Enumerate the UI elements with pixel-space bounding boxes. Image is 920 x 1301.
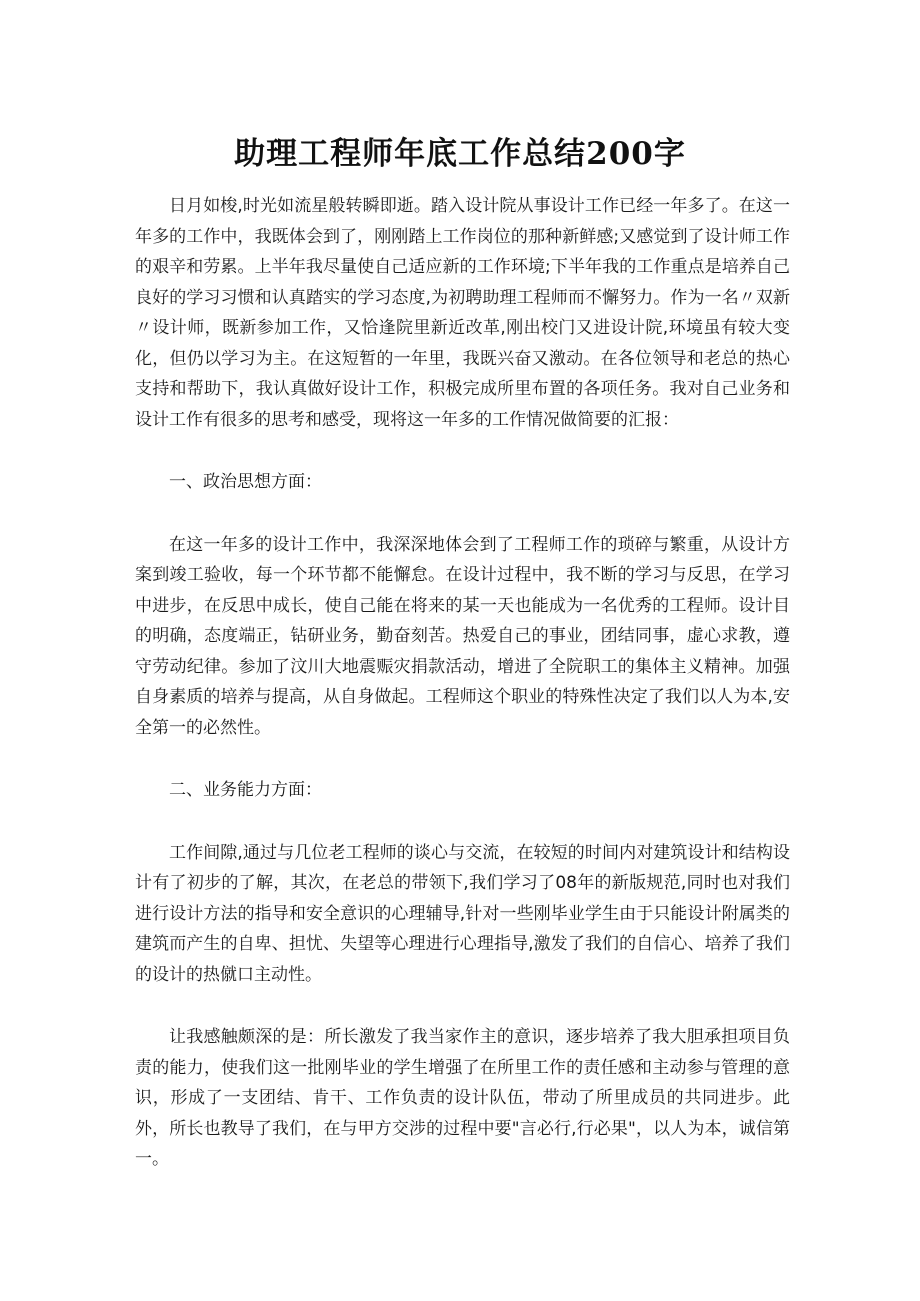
section-body-business-2: 让我感触颇深的是：所长激发了我当家作主的意识，逐步培养了我大胆承担项目负责的能力，使我们这一批刚毕业的学生增强了在所里工作的责任感和主动参与管理的意识，形成了一支团结、肯干、工作负责的设计队伍，带动了所里成员的共同进步。此外，所长也教导了我们，在与甲方交涉的过程中要"言必行,行必果"，以人为本，诚信第一。 xyxy=(135,1027,790,1169)
paragraph-spacer xyxy=(135,743,790,775)
document-title: 助理工程师年底工作总结200字 xyxy=(234,136,686,172)
section-body-business-1: 工作间隙,通过与几位老工程师的谈心与交流，在较短的时间内对建筑设计和结构设计有了初步的了解，其次，在老总的带领下,我们学习了08年的新版规范,同时也对我们进行设计方法的指导和安全意识的心理辅导,针对一些刚毕业学生由于只能设计附属类的建筑而产生的自卑、担忧、失望等心理进行心理指导,激发了我们的自信心、培养了我们的设计的热僦口主动性。 xyxy=(135,842,790,985)
intro-paragraph: 日月如梭,时光如流星般转瞬即逝。踏入设计院从事设计工作已经一年多了。在这一年多的工作中，我既体会到了，刚刚踏上工作岗位的那种新鲜感;又感觉到了设计师工作的艰辛和劳累。上半年我尽量使自己适应新的工作环境;下半年我的工作重点是培养自己良好的学习习惯和认真踏实的学习态度,为初聘助理工程师而不懈努力。作为一名〃双新〃设计师，既新参加工作，又恰逢院里新近改革,刚出校门又进设计院,环境虽有较大变化，但仍以学习为主。在这短暂的一年里，我既兴奋又激动。在各位领导和老总的热心支持和帮助下，我认真做好设计工作，积极完成所里布置的各项任务。我对自己业务和设计工作有很多的思考和感受，现将这一年多的工作情况做简要的汇报： xyxy=(135,196,790,430)
section-heading-politics: 一、政治思想方面： xyxy=(169,472,322,492)
document-body xyxy=(135,191,790,1175)
paragraph-spacer xyxy=(135,498,790,530)
paragraph-spacer xyxy=(135,806,790,838)
paragraph-spacer xyxy=(135,435,790,467)
paragraph-spacer xyxy=(135,990,790,1022)
section-heading-business: 二、业务能力方面： xyxy=(169,780,322,800)
section-body-politics: 在这一年多的设计工作中，我深深地体会到了工程师工作的琐碎与繁重，从设计方案到竣工验收，每一个环节都不能懈怠。在设计过程中，我不断的学习与反思，在学习中进步，在反思中成长，使自己能在将来的某一天也能成为一名优秀的工程师。设计目的明确，态度端正，钻研业务，勤奋刻苦。热爱自己的事业，团结同事，虚心求教，遵守劳动纪律。参加了汶川大地震赈灾捐款活动，增进了全院职工的集体主义精神。加强自身素质的培养与提高，从自身做起。工程师这个职业的特殊性决定了我们以人为本,安全第一的必然性。 xyxy=(135,534,790,738)
